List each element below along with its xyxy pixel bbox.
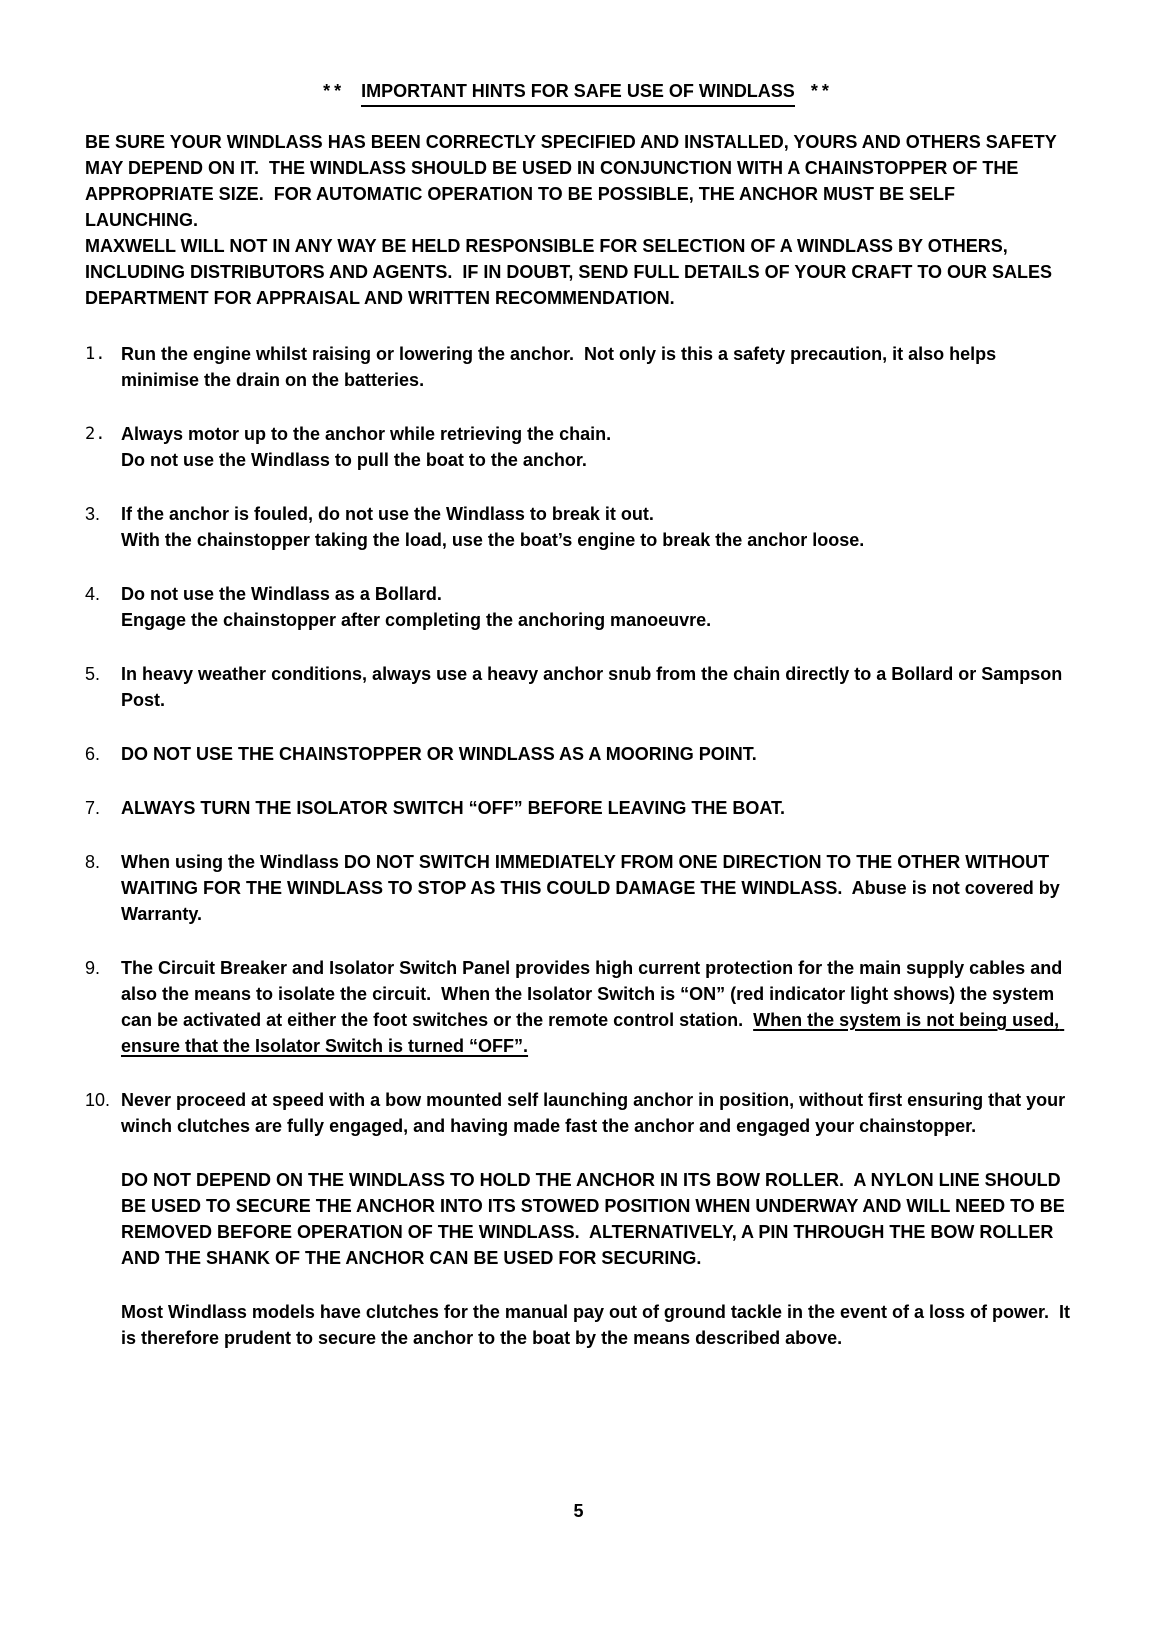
item-number: 5.: [85, 664, 101, 684]
item-text: [121, 955, 1071, 1059]
page-number: 5: [573, 1501, 584, 1521]
intro-block: [85, 129, 1071, 311]
item-number: 1.: [85, 344, 106, 364]
item-line: When using the Windlass DO NOT SWITCH IMMEDIATELY FROM ONE DIRECTION TO THE OTHER WITHOUT WAITING FOR THE WINDLASS TO STOP AS THIS COULD DAMAGE THE WINDLASS. Abuse is not covered by Warranty.: [121, 852, 1065, 924]
item-number: 3.: [85, 504, 101, 524]
item-line: Do not use the Windlass as a Bollard.: [121, 584, 442, 604]
item-line: Always motor up to the anchor while retrieving the chain.: [121, 424, 612, 444]
list-item-5: [85, 661, 1071, 713]
list-item-8: [85, 849, 1071, 927]
title-stars-left: **: [323, 81, 346, 101]
list-item-10: [85, 1087, 1076, 1351]
item-number: 9.: [85, 958, 101, 978]
item-extra-paragraph: Most Windlass models have clutches for the manual pay out of ground tackle in the event of a loss of power. It is therefore prudent to secure the anchor to the boat by the means described above.: [121, 1302, 1076, 1348]
item-text: [121, 421, 1071, 473]
item-text: [121, 741, 1071, 767]
item-text-underlined: When the system is not being used, ensure that the Isolator Switch is turned “OFF”.: [121, 1010, 1065, 1056]
item-number: 4.: [85, 584, 101, 604]
hints-list: [85, 341, 1076, 1351]
list-item-9: [85, 955, 1071, 1059]
item-text: [121, 581, 1071, 633]
item-line: [121, 955, 1071, 1059]
title-stars-right: **: [810, 81, 833, 101]
list-item-7: [85, 795, 1071, 821]
item-number: 2.: [85, 424, 106, 444]
item-number: 10.: [85, 1090, 111, 1110]
item-line: With the chainstopper taking the load, use the boat’s engine to break the anchor loose.: [121, 530, 865, 550]
item-text: [121, 341, 1071, 393]
item-line: Never proceed at speed with a bow mounted self launching anchor in position, without first ensuring that your winch clutches are fully engaged, and having made fast the anchor and engaged your chainstopper.: [121, 1090, 1071, 1136]
list-item-1: [85, 341, 1071, 393]
item-number: 6.: [85, 744, 101, 764]
list-item-3: [85, 501, 1071, 553]
intro-paragraph: BE SURE YOUR WINDLASS HAS BEEN CORRECTLY SPECIFIED AND INSTALLED, YOURS AND OTHERS SAFETY MAY DEPEND ON IT. THE WINDLASS SHOULD BE USED IN CONJUNCTION WITH A CHAINSTOPPER OF THE APPROPRIATE SIZE. FOR AUTOMATIC OPERATION TO BE POSSIBLE, THE ANCHOR MUST BE SELF LAUNCHING.: [85, 132, 1062, 230]
item-line: Do not use the Windlass to pull the boat to the anchor.: [121, 450, 587, 470]
list-item-4: [85, 581, 1071, 633]
list-item-2: [85, 421, 1071, 473]
item-extra-paragraph: DO NOT DEPEND ON THE WINDLASS TO HOLD THE ANCHOR IN ITS BOW ROLLER. A NYLON LINE SHOULD BE USED TO SECURE THE ANCHOR INTO ITS STOWED POSITION WHEN UNDERWAY AND WILL NEED TO BE REMOVED BEFORE OPERATION OF THE WINDLASS. ALTERNATIVELY, A PIN THROUGH THE BOW ROLLER AND THE SHANK OF THE ANCHOR CAN BE USED FOR SECURING.: [121, 1170, 1070, 1268]
item-text: [121, 795, 1071, 821]
item-text: [121, 1087, 1076, 1351]
item-text: [121, 849, 1071, 927]
item-line: ALWAYS TURN THE ISOLATOR SWITCH “OFF” BEFORE LEAVING THE BOAT.: [121, 798, 786, 818]
list-item-6: [85, 741, 1071, 767]
item-line: If the anchor is fouled, do not use the Windlass to break it out.: [121, 504, 654, 524]
item-number: 7.: [85, 798, 101, 818]
intro-paragraph: MAXWELL WILL NOT IN ANY WAY BE HELD RESPONSIBLE FOR SELECTION OF A WINDLASS BY OTHERS, INCLUDING DISTRIBUTORS AND AGENTS. IF IN DOUBT, SEND FULL DETAILS OF YOUR CRAFT TO OUR SALES DEPARTMENT FOR APPRAISAL AND WRITTEN RECOMMENDATION.: [85, 236, 1058, 308]
item-line: Engage the chainstopper after completing the anchoring manoeuvre.: [121, 610, 712, 630]
item-line: DO NOT USE THE CHAINSTOPPER OR WINDLASS AS A MOORING POINT.: [121, 744, 757, 764]
item-text-plain: The Circuit Breaker and Isolator Switch Panel provides high current protection for the main supply cables and also the means to isolate the circuit. When the Isolator Switch is “ON” (red indicator light shows) the system can be activated at either the foot switches or the remote control station.: [121, 958, 1068, 1030]
item-text: [121, 661, 1071, 713]
item-number: 8.: [85, 852, 101, 872]
item-text: [121, 501, 1071, 553]
title-text: IMPORTANT HINTS FOR SAFE USE OF WINDLASS: [361, 78, 795, 107]
item-line: In heavy weather conditions, always use a heavy anchor snub from the chain directly to a Bollard or Sampson Post.: [121, 664, 1068, 710]
item-line: Run the engine whilst raising or lowering the anchor. Not only is this a safety precaution, it also helps minimise the drain on the batteries.: [121, 344, 1002, 390]
page-title: [85, 78, 1071, 107]
